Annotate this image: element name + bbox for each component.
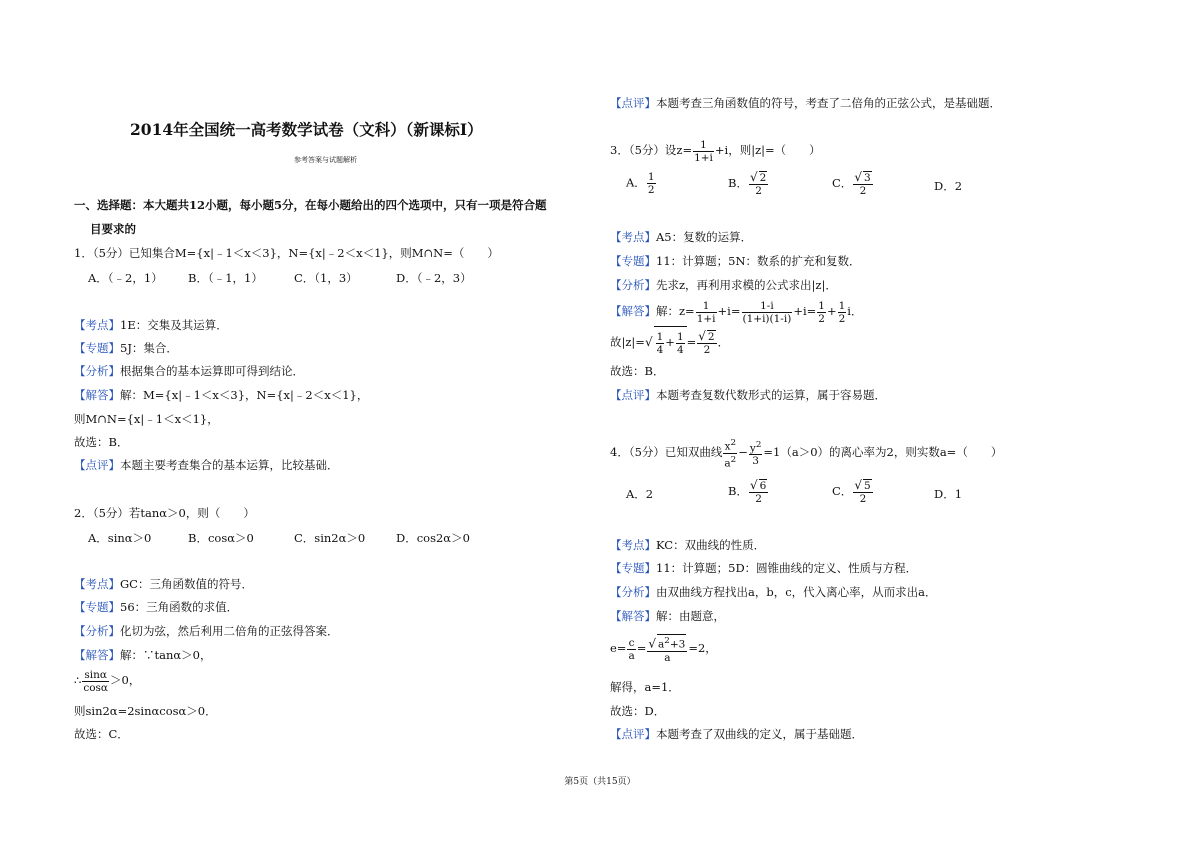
page-subtitle: 参考答案与试题解析	[294, 156, 357, 164]
radicand-rest: +3	[669, 638, 686, 651]
sqrt-icon: √	[854, 478, 862, 492]
sqrt-icon: √	[749, 478, 758, 492]
q4-option-c	[832, 479, 874, 505]
option-label: B．	[728, 176, 748, 190]
frac-denominator: 2	[859, 493, 867, 505]
fraction	[742, 300, 793, 325]
frac-numerator: 1	[676, 330, 684, 343]
therefore-symbol: ∴	[74, 673, 82, 687]
q1-zhuanti-text: 5J：集合．	[120, 341, 178, 355]
q3-fenxi-text: 先求z，再利用求模的公式求出|z|．	[656, 278, 837, 292]
option-label: B．	[728, 484, 748, 498]
option-label: C．	[832, 484, 853, 498]
sqrt-icon: √	[749, 170, 758, 184]
fraction	[817, 300, 826, 325]
frac-denominator: 2	[755, 493, 762, 505]
q3-stem-post: +i，则|z|=（ ）	[714, 143, 821, 157]
sqrt-icon: √	[698, 329, 706, 343]
q2-solution-line: 则sin2α=2sinαcosα＞0．	[74, 704, 217, 718]
q3-dianping	[610, 387, 886, 403]
operator: −	[738, 445, 748, 459]
frac-denominator: 1+i	[694, 151, 713, 164]
q3-option-b	[728, 171, 769, 197]
q2-dianping	[610, 95, 1001, 111]
exponent: 2	[755, 439, 762, 450]
operator: +	[665, 335, 675, 349]
operator: +i=	[793, 304, 817, 318]
q3-zhuanti	[610, 253, 861, 269]
q4-dianping-text: 本题考查了双曲线的定义，属于基础题．	[656, 727, 863, 741]
q1-option-b: B．（﹣1，1）	[188, 271, 263, 285]
q4-dianping	[610, 726, 863, 742]
option-fraction	[853, 479, 872, 505]
frac-numerator: sinα	[82, 669, 109, 682]
tag-label: 【点评】	[74, 458, 120, 472]
sin-over-cos	[82, 669, 109, 694]
q1-option-c: C．（1，3）	[294, 271, 358, 285]
q3-jieda	[610, 296, 862, 326]
radicand: 2	[759, 172, 767, 184]
mod-end: ．	[717, 335, 730, 349]
e-pre: e=	[610, 641, 627, 655]
operator: +i=	[717, 304, 741, 318]
var-y: y	[749, 442, 756, 455]
q1-answer: 故选：B．	[74, 435, 129, 449]
frac-rest: ＞0，	[110, 673, 141, 687]
q3-zhuanti-text: 11：计算题；5N：数系的扩充和复数．	[656, 254, 861, 268]
frac-numerator: 1	[647, 171, 655, 183]
exponent: 2	[730, 438, 737, 448]
q2-zhuanti-text: 56：三角函数的求值．	[120, 600, 239, 614]
frac-denominator: a	[628, 649, 635, 662]
page-title: 2014年全国统一高考数学试卷（文科）（新课标Ⅰ）	[130, 120, 483, 139]
q4-zhuanti-text: 11：计算题；5D：圆锥曲线的定义、性质与方程．	[656, 561, 918, 575]
section-heading-cont: 目要求的	[90, 222, 136, 236]
q2-option-b: B．cosα＞0	[188, 531, 254, 545]
tag-label: 【考点】	[74, 318, 120, 332]
q3-stem-fraction	[693, 139, 714, 164]
frac-numerator: 1	[656, 330, 664, 343]
frac-denominator	[723, 454, 737, 470]
option-label: C．	[832, 176, 853, 190]
q2-stem: 2．（5分）若tanα＞0，则（ ）	[74, 506, 255, 520]
var-x: x	[724, 440, 731, 453]
tag-label: 【考点】	[74, 577, 120, 591]
q4-jieda-text: 解：由题意，	[656, 609, 725, 623]
tag-label: 【专题】	[610, 254, 656, 268]
mod-pre: 故|z|=	[610, 335, 645, 349]
q2-zhuanti	[74, 599, 238, 615]
frac-denominator: 2	[703, 344, 711, 356]
q4-zhuanti	[610, 560, 917, 576]
q1-solution-line: 则M∩N={x|﹣1＜x＜1}，	[74, 412, 219, 426]
q4-jieda	[610, 608, 725, 624]
frac-numerator: 1-i	[742, 300, 793, 313]
q2-option-a: A．sinα＞0	[88, 531, 152, 545]
q4-stem-post: =1（a＞0）的离心率为2，则实数a=（ ）	[763, 445, 1003, 459]
q1-kaodian	[74, 317, 228, 333]
sqrt-icon: √	[854, 170, 862, 184]
tag-label: 【考点】	[610, 230, 656, 244]
q2-answer: 故选：C．	[74, 727, 129, 741]
q4-kaodian-text: KC：双曲线的性质．	[656, 538, 766, 552]
option-fraction	[749, 171, 768, 197]
q1-fenxi	[74, 363, 304, 379]
q1-stem: 1．（5分）已知集合M={x|﹣1＜x＜3}，N={x|﹣2＜x＜1}，则M∩N=（ ）	[74, 246, 499, 260]
q4-option-a: A．2	[626, 487, 654, 501]
exponent: 2	[730, 454, 737, 465]
frac-denominator: cosα	[83, 681, 109, 694]
q2-kaodian-text: GC：三角函数值的符号．	[120, 577, 253, 591]
frac-denominator: 4	[676, 343, 684, 356]
q1-zhuanti	[74, 340, 178, 356]
frac-numerator	[647, 634, 687, 652]
q3-answer: 故选：B．	[610, 364, 665, 378]
radical-body	[654, 326, 687, 357]
q3-kaodian	[610, 229, 752, 245]
q1-option-a: A．（﹣2，1）	[88, 271, 163, 285]
frac-numerator: 1	[696, 300, 717, 313]
fraction	[696, 300, 717, 325]
frac-numerator	[749, 439, 763, 456]
fraction	[656, 331, 665, 356]
q3-dianping-text: 本题考查复数代数形式的运算，属于容易题．	[656, 388, 886, 402]
e-end: =2，	[688, 641, 717, 655]
radicand: 2	[707, 331, 715, 343]
sqrt-icon: √	[648, 636, 657, 651]
q4-option-d: D．1	[934, 487, 963, 501]
page-footer: 第5页（共15页）	[564, 777, 636, 787]
q4-answer: 故选：D．	[610, 704, 666, 718]
frac-numerator: 1	[838, 299, 846, 312]
operator: +	[826, 304, 837, 318]
frac-numerator: 1	[693, 139, 714, 152]
tag-label: 【点评】	[610, 388, 656, 402]
q2-fenxi-text: 化切为弦，然后利用二倍角的正弦得答案．	[120, 624, 339, 638]
q4-option-b	[728, 479, 769, 505]
q2-option-d: D．cos2α＞0	[396, 531, 470, 545]
radicand: 5	[863, 480, 871, 492]
var-a: a	[658, 638, 665, 651]
tag-label: 【点评】	[610, 96, 656, 110]
frac-denominator: 1+i	[696, 312, 716, 325]
frac-denominator: 2	[859, 185, 867, 197]
radicand: 3	[863, 172, 871, 184]
operator: =	[636, 641, 647, 655]
q3-stem	[610, 136, 821, 164]
tag-label: 【专题】	[74, 600, 120, 614]
q2-jieda	[74, 647, 211, 663]
frac-numerator	[853, 171, 872, 185]
tag-label: 【分析】	[610, 585, 656, 599]
frac-numerator: c	[628, 636, 635, 649]
frac-denominator: 2	[647, 184, 655, 196]
sqrt-icon: √	[644, 335, 653, 349]
q3-modulus-line	[610, 326, 729, 357]
frac-numerator	[749, 171, 768, 185]
tag-label: 【解答】	[74, 388, 120, 402]
q4-eccentricity-line	[610, 632, 717, 664]
tag-label: 【考点】	[610, 538, 656, 552]
frac-denominator: 2	[818, 312, 825, 325]
frac-numerator	[697, 330, 716, 344]
q4-stem	[610, 436, 1002, 469]
frac-denominator: (1+i)(1-i)	[742, 312, 792, 325]
tag-label: 【分析】	[74, 364, 120, 378]
q4-solve-line: 解得，a=1．	[610, 680, 680, 694]
q2-option-c: C．sin2α＞0	[294, 531, 366, 545]
q3-option-a	[626, 171, 657, 196]
radicand	[657, 634, 686, 651]
fraction	[838, 300, 847, 325]
q3-option-d: D．2	[934, 179, 963, 193]
frac-numerator	[749, 479, 768, 493]
q4-fenxi	[610, 584, 937, 600]
sqrt-a2-plus-3-over-a	[647, 634, 687, 664]
q1-fenxi-text: 根据集合的基本运算即可得到结论．	[120, 364, 304, 378]
c-over-a	[627, 637, 635, 662]
q1-jieda-text: 解：M={x|﹣1＜x＜3}，N={x|﹣2＜x＜1}，	[120, 388, 369, 402]
q2-dianping-text: 本题考查三角函数值的符号，考查了二倍角的正弦公式，是基础题．	[656, 96, 1001, 110]
frac-numerator	[853, 479, 872, 493]
tag-label: 【解答】	[610, 304, 656, 318]
option-label: A．	[626, 175, 646, 190]
q2-jieda-text: 解：∵tanα＞0，	[120, 648, 212, 662]
tag-label: 【解答】	[610, 609, 656, 623]
q3-option-c	[832, 171, 874, 197]
tag-label: 【解答】	[74, 648, 120, 662]
radicand: 6	[759, 480, 767, 492]
q3-kaodian-text: A5：复数的运算．	[656, 230, 753, 244]
q1-kaodian-text: 1E：交集及其运算．	[120, 318, 228, 332]
fraction	[697, 330, 716, 356]
tag-label: 【专题】	[74, 341, 120, 355]
q4-stem-pre: 4．（5分）已知双曲线	[610, 445, 723, 459]
q1-dianping-text: 本题主要考查集合的基本运算，比较基础．	[120, 458, 339, 472]
frac-denominator: 3	[752, 455, 759, 468]
frac-denominator: 4	[656, 343, 664, 356]
operator: =	[686, 335, 697, 349]
y2-over-3	[749, 439, 763, 468]
tag-label: 【分析】	[610, 278, 656, 292]
fraction	[676, 331, 685, 356]
frac-denominator: 2	[755, 185, 762, 197]
q1-jieda	[74, 387, 368, 403]
frac-denominator: 2	[838, 312, 846, 325]
section-heading: 一、选择题：本大题共12小题，每小题5分，在每小题给出的四个选项中，只有一项是符合题	[74, 198, 547, 212]
var-a: a	[724, 457, 731, 469]
q2-fraction-line	[74, 667, 140, 694]
q3-stem-pre: 3．（5分）设z=	[610, 143, 693, 157]
frac-numerator: 1	[818, 299, 825, 312]
tag-label: 【点评】	[610, 727, 656, 741]
q3-fenxi	[610, 277, 837, 293]
frac-numerator	[723, 437, 737, 454]
q1-dianping	[74, 457, 339, 473]
q4-fenxi-text: 由双曲线方程找出a，b，c，代入离心率，从而求出a．	[656, 585, 937, 599]
jieda-pre: 解：z=	[656, 304, 695, 318]
tag-label: 【分析】	[74, 624, 120, 638]
q4-kaodian	[610, 537, 765, 553]
option-fraction	[749, 479, 768, 505]
frac-denominator: a	[664, 651, 671, 664]
jieda-end: i．	[847, 304, 863, 318]
q2-fenxi	[74, 623, 339, 639]
x2-over-a2	[723, 437, 737, 469]
exponent: 2	[664, 636, 670, 647]
option-fraction	[647, 171, 656, 196]
q1-option-d: D．（﹣2，3）	[396, 271, 472, 285]
option-fraction	[853, 171, 872, 197]
q2-kaodian	[74, 576, 253, 592]
tag-label: 【专题】	[610, 561, 656, 575]
